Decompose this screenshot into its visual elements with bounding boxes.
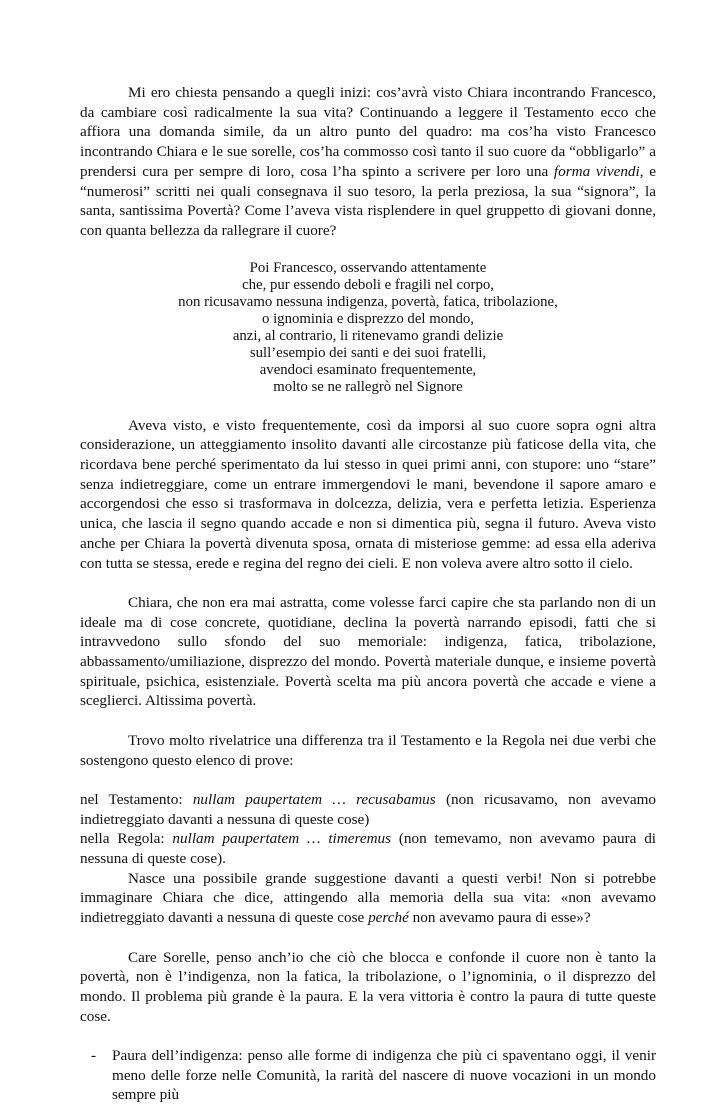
bullet-text: Paura dell’indigenza: penso alle forme di indigenza che più ci spaventano oggi, il venir meno delle forze nelle Comunità, la rarità del nascere di nuove vocazioni in un mondo sempre più bbox=[112, 1047, 656, 1104]
comparison-gloss: (non ricusavamo, non avevamo indietreggiato davanti a nessuna di queste cose) bbox=[80, 790, 656, 828]
paragraph-suggestione bbox=[80, 869, 656, 928]
paragraph-aveva-visto: Aveva visto, e visto frequentemente, così da imporsi al suo cuore sopra ogni altra considerazione, un atteggiamento insolito davanti alle circostanze più faticose della vita, che ricordava bene perché sperimentato da lui stesso in quei primi anni, con stupore: uno “stare” senza indietreggiare, come un entrare immergendovi le mani, bevendone il sapore amaro e accorgendosi che esso si trasformava in dolcezza, delizia, vera e perfetta letizia. Esperienza unica, che lascia il segno quando accade e non si dimentica più, segna il futuro. Aveva visto anche per Chiara la povertà divenuta sposa, ornata di misteriose gemme: ad essa ella aderiva con tutta se stessa, erede e regina del regno dei cieli. E non voleva avere altro sotto il cielo. bbox=[80, 416, 656, 572]
italic-forma-vivendi: forma vivendi bbox=[553, 162, 640, 180]
comparison-label: nella Regola: bbox=[80, 830, 173, 848]
poem-line: Poi Francesco, osservando attentamente bbox=[249, 259, 487, 276]
italic-perche: perché bbox=[368, 909, 409, 927]
comparison-regola bbox=[80, 829, 656, 868]
poem-line: sull’esempio dei santi e dei suoi fratelli, bbox=[249, 344, 487, 361]
paragraph-text: Mi ero chiesta pensando a quegli inizi: cos’avrà visto Chiara incontrando Francesco, da cambiare così radicalmente la sua vita? Continuando a leggere il Testamento ecco che affiora una domanda simile, da un altro punto del quadro: ma cos’ha visto Francesco incontrando Chiara e le sue sorelle, cos’ha commosso così tanto il suo cuore da “obbligarlo” a prendersi cura per sempre di loro, cosa l’ha spinto a scrivere per loro una bbox=[80, 84, 656, 180]
quoted-poem bbox=[80, 260, 656, 396]
paragraph-text: Nasce una possibile grande suggestione davanti a questi verbi! Non si potrebbe immaginare Chiara che dice, attingendo alla memoria della sua vita: «non avevamo indietreggiato davanti a nessuna di queste cose bbox=[80, 869, 656, 927]
comparison-testamento bbox=[80, 790, 656, 829]
poem-line: non ricusavamo nessuna indigenza, povertà, fatica, tribolazione, bbox=[178, 293, 558, 310]
poem-line: o ignominia e disprezzo del mondo, bbox=[261, 310, 475, 327]
paragraph-text: , e “numerosi” scritti nei quali consegnava il suo tesoro, la perla preziosa, la sua “signora”, la santa, santissima Povertà? Come l’aveva vista risplendere in quel gruppetto di giovani donne, con quanta bellezza da rallegrare il cuore? bbox=[80, 162, 656, 239]
paragraph-intro-question bbox=[80, 83, 656, 241]
poem-line: che, pur essendo deboli e fragili nel corpo, bbox=[242, 276, 494, 293]
comparison-block bbox=[80, 790, 656, 869]
latin-quote: nullam paupertatem … recusabamus bbox=[192, 790, 436, 808]
poem-line: anzi, al contrario, li ritenevamo grandi delizie bbox=[232, 327, 504, 344]
bullet-item bbox=[80, 1046, 656, 1105]
paragraph-text: non avevamo paura di esse»? bbox=[408, 909, 591, 927]
poem-line: avendoci esaminato frequentemente, bbox=[259, 361, 477, 378]
paragraph-care-sorelle: Care Sorelle, penso anch’io che ciò che blocca e confonde il cuore non è tanto la povertà, non è l’indigenza, non la fatica, la tribolazione, o l’ignominia, o il disprezzo del mondo. Il problema più grande è la paura. E la vera vittoria è contro la paura di tutte queste cose. bbox=[80, 948, 656, 1025]
latin-quote: nullam paupertatem … timeremus bbox=[172, 830, 392, 848]
poem-line: molto se ne rallegrò nel Signore bbox=[273, 378, 463, 395]
dash-bullet-icon: - bbox=[91, 1047, 97, 1065]
document-page bbox=[80, 83, 656, 1105]
paragraph-chiara-concreta: Chiara, che non era mai astratta, come volesse farci capire che sta parlando non di un ideale ma di cose concrete, quotidiane, declina la povertà narrando episodi, fatti che si intravvedono sullo sfondo del suo memoriale: indigenza, fatica, tribolazione, abbassamento/umiliazione, disprezzo del mondo. Povertà materiale dunque, e insieme povertà spirituale, psichica, esistenziale. Povertà scelta ma più ancora povertà che accade e viene a sceglierci. Altissima povertà. bbox=[80, 593, 656, 710]
comparison-label: nel Testamento: bbox=[80, 790, 193, 808]
comparison-gloss: (non temevamo, non avevamo paura di nessuna di queste cose). bbox=[80, 830, 657, 868]
paragraph-differenza: Trovo molto rivelatrice una differenza tra il Testamento e la Regola nei due verbi che sostengono questo elenco di prove: bbox=[80, 731, 656, 769]
